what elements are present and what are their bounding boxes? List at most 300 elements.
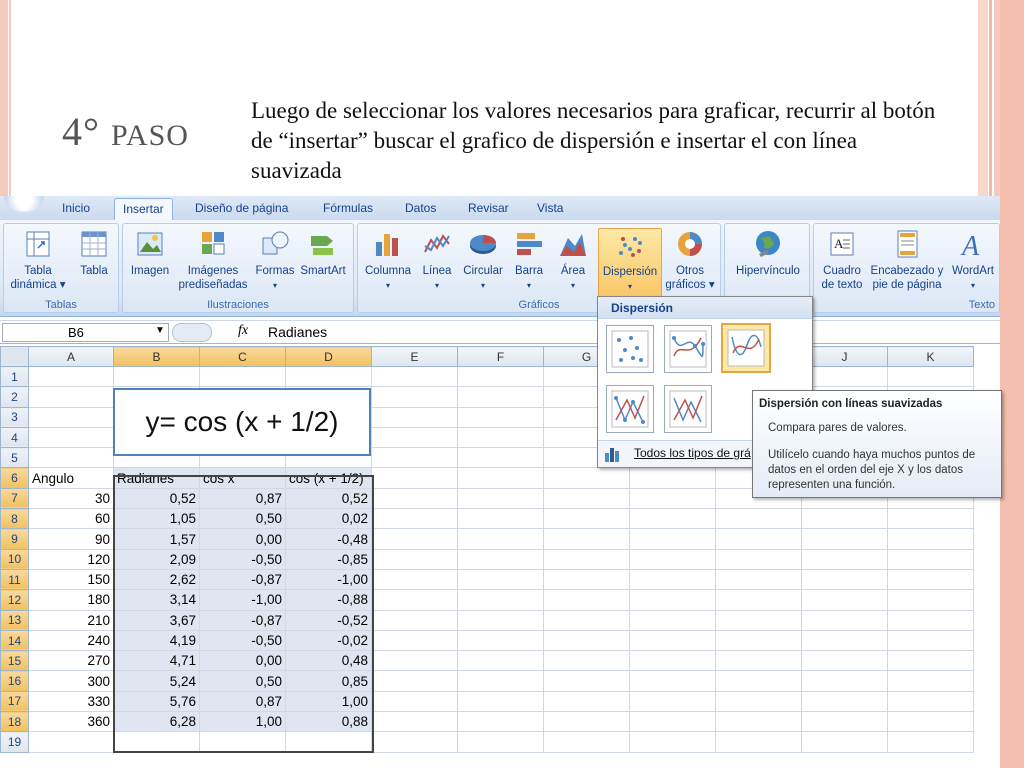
cell[interactable] xyxy=(630,651,716,671)
tabla-dinamica-label-2: dinámica ▾ xyxy=(10,279,66,291)
clipart-icon xyxy=(198,228,228,260)
area-chart-button[interactable] xyxy=(553,228,593,293)
cell[interactable] xyxy=(372,712,458,732)
cell[interactable] xyxy=(372,630,458,650)
cell[interactable] xyxy=(372,651,458,671)
cell[interactable]: 0,50 xyxy=(200,671,286,691)
cell[interactable] xyxy=(29,367,114,387)
tabla-dinamica-label-1: Tabla xyxy=(24,265,52,277)
cell[interactable] xyxy=(200,367,286,387)
column-header[interactable]: G xyxy=(544,347,630,367)
row-header[interactable]: 1 xyxy=(1,367,29,387)
column-header[interactable]: B xyxy=(114,347,200,367)
cell[interactable] xyxy=(372,427,458,447)
cell[interactable] xyxy=(372,468,458,488)
cell[interactable] xyxy=(372,488,458,508)
row-header[interactable]: 16 xyxy=(1,671,29,691)
cell[interactable] xyxy=(29,407,114,427)
cell[interactable]: -0,87 xyxy=(200,569,286,589)
cell[interactable] xyxy=(630,509,716,529)
cell[interactable] xyxy=(802,529,888,549)
cell[interactable] xyxy=(458,569,544,589)
cell[interactable] xyxy=(458,448,544,468)
cell[interactable] xyxy=(802,549,888,569)
cell[interactable] xyxy=(888,671,974,691)
cell[interactable] xyxy=(544,732,630,752)
cell[interactable]: 0,87 xyxy=(200,488,286,508)
cell[interactable] xyxy=(544,630,630,650)
cell[interactable] xyxy=(544,569,630,589)
cell[interactable] xyxy=(802,590,888,610)
scatter-smooth-lines-option[interactable] xyxy=(721,323,771,373)
select-all-corner[interactable] xyxy=(1,347,29,367)
cell[interactable]: 0,48 xyxy=(286,651,372,671)
cell[interactable] xyxy=(458,407,544,427)
cell[interactable] xyxy=(458,630,544,650)
cell[interactable]: 0,00 xyxy=(200,651,286,671)
cell[interactable] xyxy=(630,590,716,610)
cell[interactable] xyxy=(458,671,544,691)
tab-insertar[interactable]: Insertar xyxy=(114,198,173,220)
barra-label: Barra xyxy=(514,265,544,277)
barra-dropdown-arrow: ▾ xyxy=(526,281,531,290)
cell[interactable] xyxy=(888,529,974,549)
row-header[interactable]: 4 xyxy=(1,427,29,447)
cell[interactable]: 6,28 xyxy=(114,712,200,732)
row-header[interactable]: 13 xyxy=(1,610,29,630)
office-button[interactable] xyxy=(4,196,44,212)
cell[interactable]: 210 xyxy=(29,610,114,630)
formas-button[interactable] xyxy=(253,228,297,293)
header-footer-icon xyxy=(892,228,922,260)
cell[interactable] xyxy=(458,549,544,569)
row-header[interactable]: 19 xyxy=(1,732,29,752)
cell[interactable] xyxy=(544,549,630,569)
cell[interactable]: 30 xyxy=(29,488,114,508)
column-header[interactable]: E xyxy=(372,347,458,367)
columna-dropdown-arrow: ▾ xyxy=(385,281,390,290)
row-header[interactable]: 8 xyxy=(1,509,29,529)
sheet-row xyxy=(1,367,974,387)
cell[interactable] xyxy=(802,569,888,589)
cell[interactable] xyxy=(630,569,716,589)
cell[interactable] xyxy=(544,610,630,630)
cell[interactable]: 0,52 xyxy=(286,488,372,508)
row-header[interactable]: 12 xyxy=(1,590,29,610)
row-header[interactable]: 6 xyxy=(1,468,29,488)
name-box-value: B6 xyxy=(68,325,84,340)
cell[interactable] xyxy=(630,549,716,569)
cell[interactable] xyxy=(544,671,630,691)
formula-bar xyxy=(0,320,1000,344)
tooltip-title: Dispersión con líneas suavizadas xyxy=(759,398,943,410)
cell[interactable]: 60 xyxy=(29,509,114,529)
scatter-chart-icon xyxy=(615,229,645,261)
cell[interactable] xyxy=(372,407,458,427)
svg-text:A: A xyxy=(962,231,980,260)
cell[interactable]: 1,00 xyxy=(200,712,286,732)
cell[interactable] xyxy=(544,488,630,508)
cell[interactable] xyxy=(372,691,458,711)
cell[interactable] xyxy=(802,367,888,387)
cell[interactable] xyxy=(802,671,888,691)
cell[interactable] xyxy=(888,630,974,650)
cell[interactable] xyxy=(372,671,458,691)
cell[interactable] xyxy=(888,712,974,732)
cell[interactable] xyxy=(29,732,114,752)
cell[interactable] xyxy=(802,712,888,732)
cell[interactable] xyxy=(372,509,458,529)
row-header[interactable]: 18 xyxy=(1,712,29,732)
tab-diseno-pagina[interactable]: Diseño de página xyxy=(195,201,289,215)
cell[interactable] xyxy=(630,691,716,711)
tab-formulas[interactable]: Fórmulas xyxy=(323,201,374,215)
cell[interactable] xyxy=(544,468,630,488)
cell[interactable]: 0,52 xyxy=(114,488,200,508)
cell[interactable]: 0,02 xyxy=(286,509,372,529)
cell[interactable]: cos x xyxy=(200,468,286,488)
linea-chart-button[interactable] xyxy=(418,228,456,293)
column-header[interactable]: J xyxy=(802,347,888,367)
row-header[interactable]: 11 xyxy=(1,569,29,589)
shapes-icon xyxy=(260,228,290,260)
column-header[interactable]: A xyxy=(29,347,114,367)
all-chart-types-label: Todos los tipos de grá xyxy=(634,446,751,460)
cell[interactable] xyxy=(544,712,630,732)
otros-graficos-label-2: gráficos ▾ xyxy=(665,279,715,291)
tab-vista[interactable]: Vista xyxy=(537,201,564,215)
cell[interactable] xyxy=(716,691,802,711)
scatter-smooth-lines-icon xyxy=(723,325,769,371)
imagen-button[interactable] xyxy=(127,228,173,278)
cell[interactable] xyxy=(458,468,544,488)
cell[interactable] xyxy=(372,549,458,569)
cell[interactable]: 1,57 xyxy=(114,529,200,549)
cell[interactable] xyxy=(888,509,974,529)
sheet-row xyxy=(1,651,974,671)
cell[interactable]: 3,67 xyxy=(114,610,200,630)
cell[interactable] xyxy=(716,630,802,650)
cell[interactable] xyxy=(29,427,114,447)
cell[interactable]: 1,00 xyxy=(286,691,372,711)
cell[interactable]: -0,88 xyxy=(286,590,372,610)
otros-graficos-label-1: Otros xyxy=(675,265,705,277)
tab-datos[interactable]: Datos xyxy=(405,201,437,215)
scatter-smooth-markers-icon xyxy=(665,326,711,372)
cell[interactable]: -0,02 xyxy=(286,630,372,650)
cell[interactable] xyxy=(716,651,802,671)
cell[interactable]: 1,05 xyxy=(114,509,200,529)
cell[interactable] xyxy=(544,651,630,671)
cell[interactable]: 120 xyxy=(29,549,114,569)
row-header[interactable]: 17 xyxy=(1,691,29,711)
group-label-tablas: Tablas xyxy=(45,299,77,311)
cell[interactable]: -1,00 xyxy=(200,590,286,610)
cell[interactable] xyxy=(802,651,888,671)
cell[interactable] xyxy=(29,387,114,407)
cell[interactable] xyxy=(888,549,974,569)
wordart-icon xyxy=(958,228,988,260)
formula-input[interactable]: Radianes xyxy=(268,324,328,340)
circular-chart-button[interactable] xyxy=(459,228,507,293)
cell[interactable] xyxy=(802,691,888,711)
group-ilustraciones xyxy=(122,223,354,313)
cell[interactable]: -0,48 xyxy=(286,529,372,549)
wordart-button[interactable] xyxy=(948,228,998,293)
cell[interactable] xyxy=(286,732,372,752)
cell[interactable] xyxy=(802,732,888,752)
cell[interactable] xyxy=(114,367,200,387)
cell[interactable]: 90 xyxy=(29,529,114,549)
cell[interactable] xyxy=(716,529,802,549)
cell[interactable] xyxy=(630,712,716,732)
tabla-dinamica-button[interactable] xyxy=(8,228,68,292)
scatter-markers-only-option[interactable] xyxy=(606,325,654,373)
cell[interactable] xyxy=(458,712,544,732)
cell[interactable] xyxy=(372,448,458,468)
tab-inicio[interactable]: Inicio xyxy=(62,201,91,215)
row-header[interactable]: 2 xyxy=(1,387,29,407)
cell[interactable] xyxy=(716,590,802,610)
tooltip-line-2: Utilícelo cuando haya muchos puntos de datos en el orden del eje X y los datos representen una función. xyxy=(768,449,976,491)
cell[interactable]: 0,88 xyxy=(286,712,372,732)
name-box-dropdown-icon[interactable]: ▼ xyxy=(155,325,165,336)
cell[interactable]: 180 xyxy=(29,590,114,610)
cell[interactable] xyxy=(630,732,716,752)
cell[interactable] xyxy=(716,569,802,589)
formula-expand-control[interactable] xyxy=(172,323,212,342)
scatter-straight-markers-option[interactable] xyxy=(606,385,654,433)
pivot-table-icon xyxy=(23,228,53,260)
encabezado-pie-button[interactable] xyxy=(868,228,946,292)
column-chart-icon xyxy=(373,228,403,260)
cell[interactable]: 4,19 xyxy=(114,630,200,650)
cell[interactable]: 4,71 xyxy=(114,651,200,671)
row-header[interactable]: 14 xyxy=(1,630,29,650)
hipervinculo-button[interactable] xyxy=(729,228,807,278)
all-charts-icon xyxy=(603,445,623,463)
cell[interactable]: -0,50 xyxy=(200,630,286,650)
sheet-row xyxy=(1,732,974,752)
cell[interactable]: 0,00 xyxy=(200,529,286,549)
cell[interactable]: -1,00 xyxy=(286,569,372,589)
row-header[interactable]: 9 xyxy=(1,529,29,549)
cell[interactable] xyxy=(458,488,544,508)
smartart-button[interactable] xyxy=(297,228,349,278)
cell[interactable] xyxy=(802,610,888,630)
cell[interactable] xyxy=(372,590,458,610)
cuadro-texto-label-2: de texto xyxy=(821,279,863,291)
cell[interactable] xyxy=(286,367,372,387)
cell[interactable] xyxy=(458,610,544,630)
circular-label: Circular xyxy=(463,265,503,277)
imagen-label: Imagen xyxy=(130,265,170,277)
slide-border-right-edge xyxy=(1000,0,1024,768)
column-header[interactable]: C xyxy=(200,347,286,367)
scatter-straight-lines-icon xyxy=(665,386,711,432)
cell[interactable]: 330 xyxy=(29,691,114,711)
cell[interactable] xyxy=(630,468,716,488)
cell[interactable] xyxy=(716,549,802,569)
row-header[interactable]: 10 xyxy=(1,549,29,569)
cell[interactable]: cos (x + 1/2) xyxy=(286,468,372,488)
cell[interactable]: 150 xyxy=(29,569,114,589)
sheet-row xyxy=(1,712,974,732)
cell[interactable]: 5,24 xyxy=(114,671,200,691)
cell[interactable] xyxy=(716,712,802,732)
cell[interactable] xyxy=(29,448,114,468)
smartart-label: SmartArt xyxy=(300,265,346,277)
cell[interactable] xyxy=(630,529,716,549)
cell[interactable] xyxy=(888,610,974,630)
cell[interactable] xyxy=(372,367,458,387)
hipervinculo-label: Hipervínculo xyxy=(736,265,800,277)
cell[interactable] xyxy=(630,488,716,508)
formas-label: Formas xyxy=(255,265,295,277)
cell[interactable] xyxy=(630,671,716,691)
cell[interactable] xyxy=(802,630,888,650)
column-header[interactable]: D xyxy=(286,347,372,367)
cell[interactable] xyxy=(372,569,458,589)
slide-title xyxy=(62,108,189,155)
cell[interactable]: 0,85 xyxy=(286,671,372,691)
bar-chart-icon xyxy=(514,228,544,260)
sheet-row xyxy=(1,630,974,650)
cell[interactable]: 360 xyxy=(29,712,114,732)
cell[interactable]: 2,09 xyxy=(114,549,200,569)
tooltip-line-1: Compara pares de valores. xyxy=(768,422,907,434)
imagenes-predisenadas-button[interactable] xyxy=(175,228,251,292)
picture-icon xyxy=(135,228,165,260)
cell[interactable] xyxy=(200,732,286,752)
cell[interactable]: -0,50 xyxy=(200,549,286,569)
slide-body-text: Luego de seleccionar los valores necesarios para graficar, recurrir al botón de “insertar” buscar el grafico de dispersión e insertar el con línea suavizada xyxy=(251,98,936,183)
cuadro-texto-label-1: Cuadro xyxy=(823,265,861,277)
cell[interactable] xyxy=(458,387,544,407)
cell[interactable] xyxy=(458,732,544,752)
cell[interactable] xyxy=(888,367,974,387)
cell[interactable] xyxy=(458,367,544,387)
encabezado-label-1: Encabezado y xyxy=(870,265,944,277)
dispersion-chart-button[interactable] xyxy=(598,228,662,300)
cell[interactable] xyxy=(716,732,802,752)
cell[interactable]: 3,14 xyxy=(114,590,200,610)
cell[interactable]: 5,76 xyxy=(114,691,200,711)
cell[interactable] xyxy=(458,529,544,549)
sheet-row xyxy=(1,529,974,549)
scatter-straight-lines-option[interactable] xyxy=(664,385,712,433)
ribbon-tab-bar xyxy=(0,196,1000,220)
cell[interactable] xyxy=(372,732,458,752)
cell[interactable] xyxy=(888,732,974,752)
smartart-icon xyxy=(308,228,338,260)
group-label-ilustraciones: Ilustraciones xyxy=(207,299,269,311)
cell[interactable]: 2,62 xyxy=(114,569,200,589)
cuadro-texto-button[interactable] xyxy=(817,228,867,292)
encabezado-label-2: pie de página xyxy=(872,279,942,291)
cell[interactable] xyxy=(458,509,544,529)
row-header[interactable]: 3 xyxy=(1,407,29,427)
imagenes-label-2: prediseñadas xyxy=(178,279,248,291)
cell[interactable] xyxy=(544,529,630,549)
equation-textbox[interactable]: y= cos (x + 1/2) xyxy=(113,388,371,456)
cell[interactable]: 240 xyxy=(29,630,114,650)
cell[interactable] xyxy=(716,671,802,691)
cell[interactable]: 300 xyxy=(29,671,114,691)
cell[interactable] xyxy=(888,651,974,671)
columna-chart-button[interactable] xyxy=(361,228,415,293)
cell[interactable] xyxy=(458,691,544,711)
sheet-row xyxy=(1,671,974,691)
cell[interactable] xyxy=(544,509,630,529)
svg-text:A: A xyxy=(834,236,844,251)
tabla-button[interactable] xyxy=(74,228,114,278)
cell[interactable] xyxy=(630,630,716,650)
name-box[interactable] xyxy=(2,323,169,342)
group-texto xyxy=(813,223,1000,313)
cell[interactable] xyxy=(888,691,974,711)
scatter-smooth-markers-option[interactable] xyxy=(664,325,712,373)
cell[interactable] xyxy=(802,509,888,529)
globe-link-icon xyxy=(753,228,783,260)
cell[interactable]: 270 xyxy=(29,651,114,671)
formas-dropdown-arrow: ▾ xyxy=(272,281,277,290)
cell[interactable]: 0,50 xyxy=(200,509,286,529)
tab-revisar[interactable]: Revisar xyxy=(468,201,509,215)
row-header[interactable]: 15 xyxy=(1,651,29,671)
cell[interactable] xyxy=(888,590,974,610)
cell[interactable] xyxy=(716,610,802,630)
slide-title-word: PASO xyxy=(111,119,189,152)
cell[interactable] xyxy=(372,610,458,630)
column-header[interactable]: F xyxy=(458,347,544,367)
cell[interactable] xyxy=(372,387,458,407)
cell[interactable] xyxy=(544,590,630,610)
barra-chart-button[interactable] xyxy=(508,228,550,293)
sheet-row xyxy=(1,569,974,589)
linea-dropdown-arrow: ▾ xyxy=(434,281,439,290)
cell[interactable] xyxy=(114,732,200,752)
cell[interactable] xyxy=(544,691,630,711)
circular-dropdown-arrow: ▾ xyxy=(480,281,485,290)
cell[interactable]: 0,87 xyxy=(200,691,286,711)
linea-label: Línea xyxy=(422,265,452,277)
dispersion-label: Dispersión xyxy=(602,266,658,278)
cell[interactable]: -0,87 xyxy=(200,610,286,630)
column-header[interactable]: K xyxy=(888,347,974,367)
cell[interactable] xyxy=(630,610,716,630)
cell[interactable] xyxy=(458,427,544,447)
row-header[interactable]: 7 xyxy=(1,488,29,508)
line-chart-icon xyxy=(422,228,452,260)
otros-graficos-button[interactable] xyxy=(662,228,718,292)
cell[interactable]: -0,85 xyxy=(286,549,372,569)
cell[interactable] xyxy=(888,569,974,589)
row-header[interactable]: 5 xyxy=(1,448,29,468)
cell[interactable] xyxy=(458,651,544,671)
cell[interactable] xyxy=(458,590,544,610)
cell[interactable] xyxy=(372,529,458,549)
group-label-texto: Texto xyxy=(968,299,995,311)
dispersion-dropdown-arrow: ▾ xyxy=(627,282,632,291)
table-icon xyxy=(79,228,109,260)
cell[interactable]: Angulo xyxy=(29,468,114,488)
insert-function-icon[interactable]: fx xyxy=(238,323,249,338)
cell[interactable] xyxy=(716,509,802,529)
cell[interactable]: Radianes xyxy=(114,468,200,488)
sheet-row xyxy=(1,610,974,630)
cell[interactable]: -0,52 xyxy=(286,610,372,630)
